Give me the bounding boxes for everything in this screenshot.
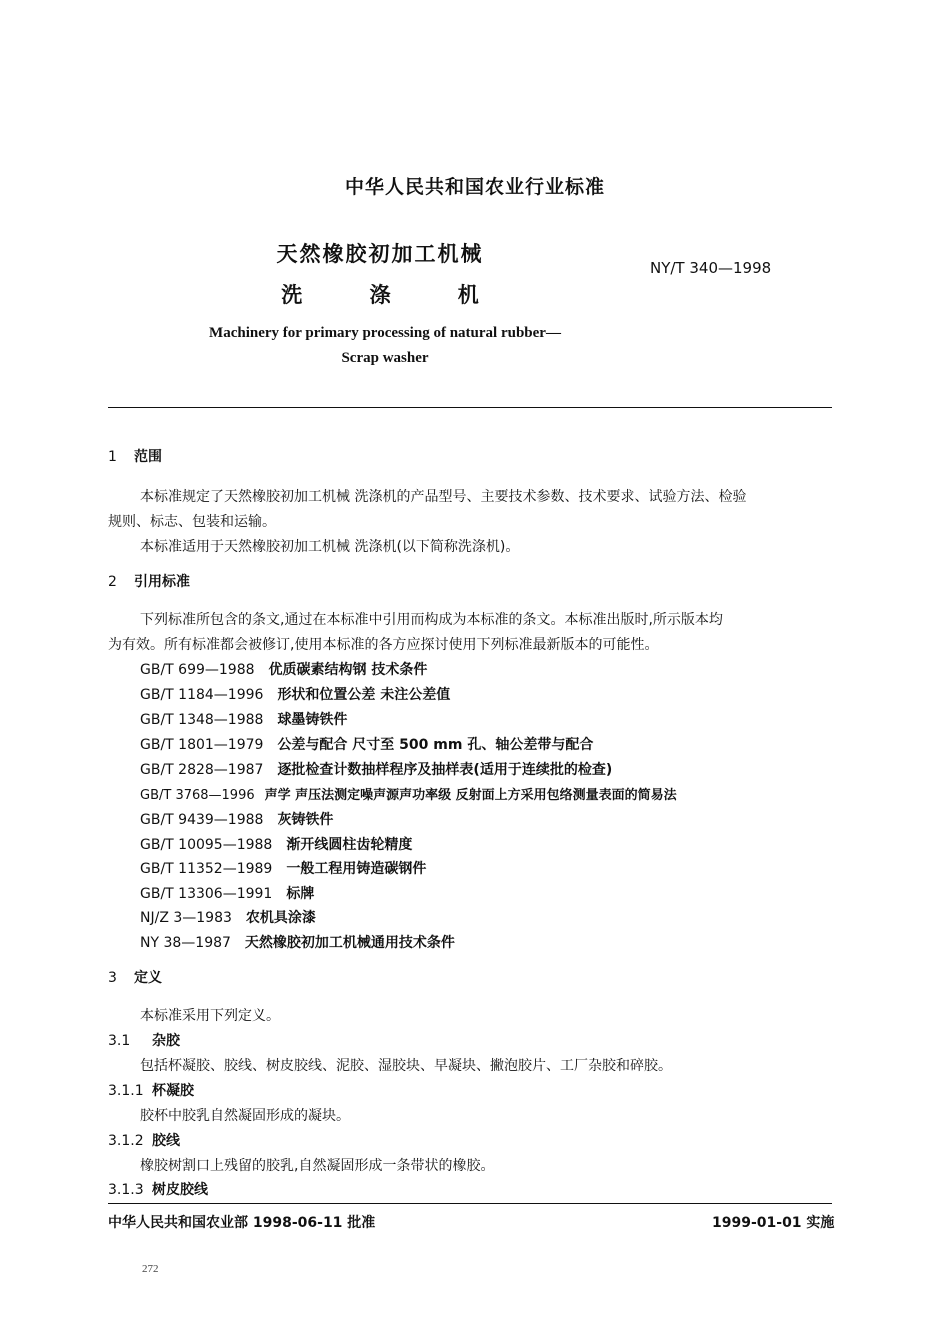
section-3-heading [108, 967, 162, 987]
reference-title: 形状和位置公差 未注公差值 [277, 687, 451, 703]
reference-item [140, 759, 612, 779]
reference-item [140, 907, 316, 927]
definition-term: 杂胶 [152, 1033, 180, 1049]
reference-item [140, 784, 677, 803]
page-number: 272 [142, 1263, 159, 1275]
section-number: 1 [108, 449, 117, 465]
definition-3-1-2-heading [108, 1130, 180, 1150]
s3-intro: 本标准采用下列定义。 [140, 1008, 280, 1024]
implementation-date: 1999-01-01 实施 [712, 1215, 835, 1231]
reference-code: GB/T 1184—1996 [140, 687, 264, 703]
reference-code: GB/T 11352—1989 [140, 861, 273, 877]
reference-code: GB/T 2828—1987 [140, 762, 264, 778]
header-divider [108, 407, 832, 408]
reference-title: 渐开线圆柱齿轮精度 [286, 837, 413, 853]
definition-3-1-text: 包括杯凝胶、胶线、树皮胶线、泥胶、湿胶块、早凝块、撇泡胶片、工厂杂胶和碎胶。 [140, 1058, 672, 1074]
english-title-line1: Machinery for primary processing of natural rubber— [209, 325, 561, 341]
reference-item [140, 932, 455, 952]
reference-item [140, 734, 593, 754]
approval-statement: 中华人民共和国农业部 1998-06-11 批准 [108, 1215, 376, 1231]
reference-item [140, 858, 426, 878]
reference-title: 逐批检查计数抽样程序及抽样表(适用于连续批的检查) [277, 762, 613, 778]
ministry-title: 中华人民共和国农业行业标准 [344, 176, 605, 198]
reference-code: GB/T 3768—1996 [140, 788, 255, 803]
reference-title: 农机具涂漆 [245, 910, 316, 926]
standard-title-line1: 天然橡胶初加工机械 [276, 242, 484, 266]
s1-paragraph2: 本标准适用于天然橡胶初加工机械 洗涤机(以下简称洗涤机)。 [140, 539, 520, 555]
section-number: 3 [108, 970, 117, 986]
definition-term: 胶线 [152, 1133, 180, 1149]
reference-code: NJ/Z 3—1983 [140, 910, 232, 926]
definition-number: 3.1 [108, 1033, 131, 1049]
reference-code: GB/T 9439—1988 [140, 812, 264, 828]
reference-code: NY 38—1987 [140, 935, 231, 951]
section-title: 范围 [134, 449, 162, 465]
reference-title: 灰铸铁件 [277, 812, 334, 828]
reference-item [140, 659, 427, 679]
reference-title: 优质碳素结构钢 技术条件 [268, 662, 428, 678]
reference-code: GB/T 699—1988 [140, 662, 255, 678]
section-title: 定义 [134, 970, 162, 986]
reference-code: GB/T 1801—1979 [140, 737, 264, 753]
reference-item [140, 684, 450, 704]
reference-code: GB/T 1348—1988 [140, 712, 264, 728]
reference-title: 球墨铸铁件 [277, 712, 348, 728]
definition-3-1-3-heading [108, 1179, 208, 1199]
reference-item [140, 834, 412, 854]
definition-number: 3.1.1 [108, 1083, 144, 1099]
reference-item [140, 809, 333, 829]
section-number: 2 [108, 574, 117, 590]
reference-title: 天然橡胶初加工机械通用技术条件 [244, 935, 455, 951]
s1-paragraph1-line1: 本标准规定了天然橡胶初加工机械 洗涤机的产品型号、主要技术参数、技术要求、试验方法、检验 [140, 489, 747, 505]
reference-title: 声学 声压法测定噪声源声功率级 反射面上方采用包络测量表面的简易法 [264, 788, 677, 803]
footer-divider [108, 1203, 832, 1204]
standard-code: NY/T 340—1998 [650, 259, 772, 277]
s2-paragraph-line1: 下列标准所包含的条文,通过在本标准中引用而构成为本标准的条文。本标准出版时,所示版本均 [140, 612, 723, 628]
reference-code: GB/T 13306—1991 [140, 886, 273, 902]
definition-number: 3.1.2 [108, 1133, 144, 1149]
section-1-heading [108, 446, 162, 466]
s2-paragraph-line2: 为有效。所有标准都会被修订,使用本标准的各方应探讨使用下列标准最新版本的可能性。 [108, 637, 659, 653]
definition-3-1-1-heading [108, 1080, 194, 1100]
definition-3-1-2-text: 橡胶树割口上残留的胶乳,自然凝固形成一条带状的橡胶。 [140, 1158, 495, 1174]
definition-term: 树皮胶线 [152, 1182, 208, 1198]
standard-title-line2: 洗 涤 机 [281, 283, 509, 307]
section-2-heading [108, 571, 190, 591]
s1-paragraph1-line2: 规则、标志、包装和运输。 [108, 514, 276, 530]
section-title: 引用标准 [134, 574, 190, 590]
reference-item [140, 709, 347, 729]
definition-3-1-heading [108, 1030, 180, 1050]
reference-item [140, 883, 314, 903]
reference-title: 标牌 [286, 886, 315, 902]
definition-term: 杯凝胶 [152, 1083, 194, 1099]
definition-3-1-1-text: 胶杯中胶乳自然凝固形成的凝块。 [140, 1108, 350, 1124]
english-title-line2: Scrap washer [341, 350, 429, 366]
reference-code: GB/T 10095—1988 [140, 837, 273, 853]
reference-title: 公差与配合 尺寸至 500 mm 孔、轴公差带与配合 [277, 737, 594, 753]
reference-title: 一般工程用铸造碳钢件 [286, 861, 427, 877]
definition-number: 3.1.3 [108, 1182, 144, 1198]
